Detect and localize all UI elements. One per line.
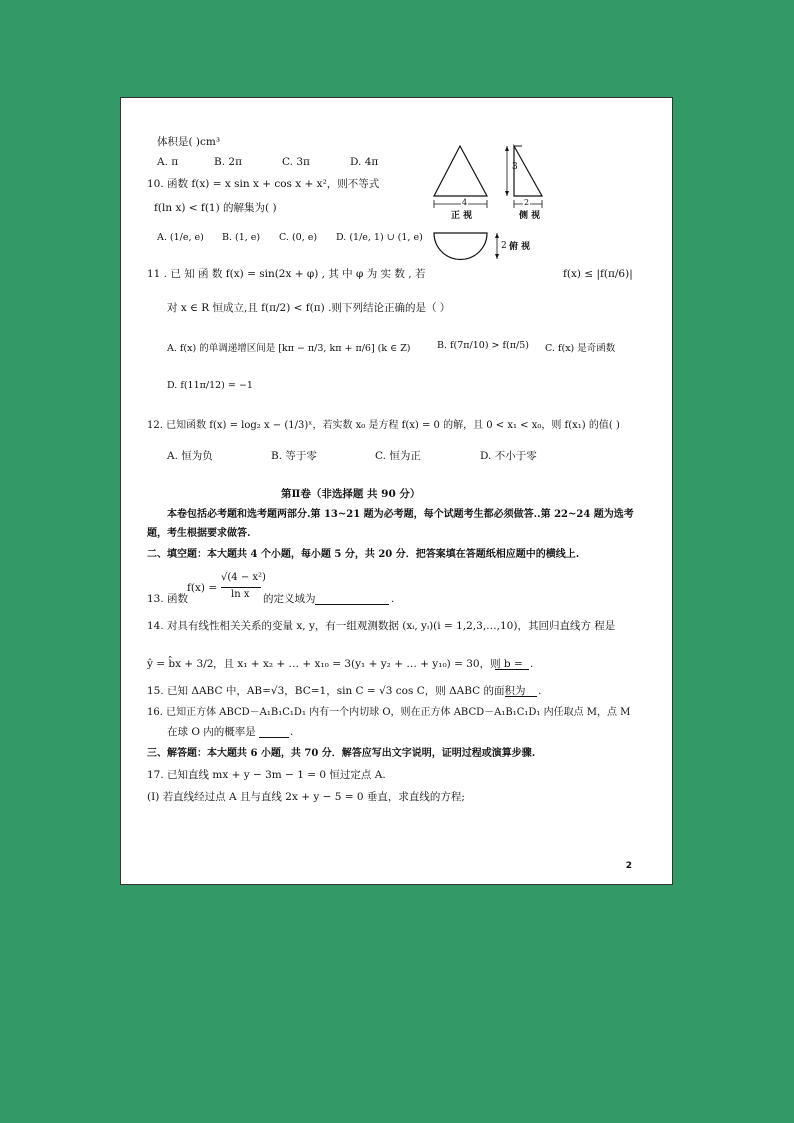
- q11-condition: f(x) ≤ |f(π/6)|: [563, 268, 633, 280]
- q13-end: .: [391, 593, 395, 605]
- q12-option-b: B. 等于零: [271, 450, 317, 462]
- q10-option-c: C. (0, e): [279, 232, 318, 243]
- q10-option-a: A. (1/e, e): [157, 232, 204, 243]
- top-width-label: 2: [501, 241, 507, 251]
- part2-intro-line2: 题，考生根据要求做答.: [147, 528, 251, 539]
- q14-answer-blank[interactable]: [495, 659, 529, 670]
- top-view-semicircle: [434, 233, 487, 260]
- q9-volume-line: 体积是( )cm³: [157, 136, 221, 148]
- front-width-label: 4: [462, 198, 468, 207]
- q11-option-c: C. f(x) 是奇函数: [545, 343, 616, 354]
- q14-regression-line: ŷ = b̂x + 3/2: [147, 658, 214, 670]
- side-view-triangle: [514, 146, 542, 196]
- q13-answer-blank[interactable]: [315, 594, 389, 605]
- section3-heading: 三、解答题：本大题共 6 小题，共 70 分．解答应写出文字说明，证明过程或演算步骤.: [147, 748, 536, 759]
- section2-heading: 二、填空题：本大题共 4 个小题，每小题 5 分，共 20 分．把答案填在答题纸相应题中的横线上.: [147, 549, 580, 560]
- q13-numerator: √(4 − x²): [221, 572, 266, 583]
- q9-option-b: B. 2π: [214, 156, 242, 168]
- q9-option-c: C. 3π: [282, 156, 310, 168]
- part2-intro-line1: 本卷包括必考题和选考题两部分.第 13~21 题为必考题，每个试题考生都必须做答..第 22~24 题为选考: [167, 509, 634, 520]
- q10-stem-line2: f(ln x) < f(1) 的解集为( ): [154, 202, 277, 214]
- q16-stem-line2: 在球 O 内的概率是: [167, 726, 256, 738]
- exam-page: [120, 97, 673, 885]
- q16-answer-blank[interactable]: [259, 727, 289, 738]
- q13-func-lhs: f(x) =: [187, 582, 218, 594]
- q16-stem-line1: 16. 已知正方体 ABCD－A₁B₁C₁D₁ 内有一个内切球 O，则在正方体 ABCD－A₁B₁C₁D₁ 内任取点 M，点 M: [147, 707, 631, 718]
- q11-option-b: B. f(7π/10) > f(π/5): [437, 340, 529, 351]
- front-view-label: 正 视: [451, 211, 473, 221]
- q14-stem-line1: 14. 对具有线性相关关系的变量 x, y，有一组观测数据 (xᵢ, yᵢ)(i = 1,2,3,…,10)，其回归直线方 程是: [147, 620, 616, 632]
- q11-stem-line2: 对 x ∈ R 恒成立,且 f(π/2) < f(π) .则下列结论正确的是（ ）: [167, 302, 451, 314]
- q13-suffix: 的定义域为: [263, 593, 316, 605]
- q12-option-a: A. 恒为负: [167, 450, 213, 462]
- q15-stem: 15. 已知 ΔABC 中，AB=√3，BC=1，sin C = √3 cos C，则 ΔABC 的面积为: [147, 685, 526, 697]
- q10-option-d: D. (1/e, 1) ∪ (1, e): [336, 232, 423, 243]
- q12-option-d: D. 不小于零: [480, 450, 537, 462]
- q9-option-d: D. 4π: [350, 156, 379, 168]
- q11-stem-line1: 11 . 已 知 函 数 f(x) = sin(2x + φ) , 其 中 φ 为 实 数 , 若: [147, 268, 426, 280]
- q16-end: .: [290, 726, 294, 738]
- q13-denominator: ln x: [231, 589, 250, 600]
- q11-option-a: A. f(x) 的单调递增区间是 [kπ − π/3, kπ + π/6] (k ∈ Z): [167, 343, 411, 354]
- q14-end: .: [530, 658, 534, 670]
- three-view-figure: [429, 142, 569, 282]
- page-number: 2: [625, 861, 632, 871]
- side-width-label: 2: [524, 198, 530, 207]
- q13-fraction-bar: [221, 587, 261, 588]
- q10-option-b: B. (1, e): [222, 232, 261, 243]
- q17-stem: 17. 已知直线 mx + y − 3m − 1 = 0 恒过定点 A.: [147, 769, 386, 781]
- q15-end: .: [538, 685, 542, 697]
- front-view-triangle: [434, 146, 487, 196]
- q12-stem: 12. 已知函数 f(x) = log₂ x − (1/3)ˣ，若实数 x₀ 是方程 f(x) = 0 的解，且 0 < x₁ < x₀，则 f(x₁) 的值( ): [147, 420, 620, 431]
- q12-option-c: C. 恒为正: [375, 450, 421, 462]
- q15-answer-blank[interactable]: [505, 686, 537, 697]
- part2-title: 第Ⅱ卷（非选择题 共 90 分）: [281, 488, 421, 500]
- q10-stem-line1: 10. 函数 f(x) = x sin x + cos x + x²，则不等式: [147, 178, 380, 190]
- top-view-label: 俯 视: [509, 242, 531, 252]
- side-view-label: 侧 视: [519, 211, 541, 221]
- height-label: 3: [512, 162, 518, 172]
- q14-stem-line2: ，且 x₁ + x₂ + … + x₁₀ = 3(y₁ + y₂ + … + y₁₀) = 30，则 b =: [213, 658, 523, 670]
- q17-part1: (Ⅰ) 若直线经过点 A 且与直线 2x + y − 5 = 0 垂直，求直线的方程;: [147, 791, 465, 803]
- q11-option-d: D. f(11π/12) = −1: [167, 380, 253, 391]
- q9-option-a: A. π: [157, 156, 179, 168]
- q13-prefix: 13. 函数: [147, 593, 189, 605]
